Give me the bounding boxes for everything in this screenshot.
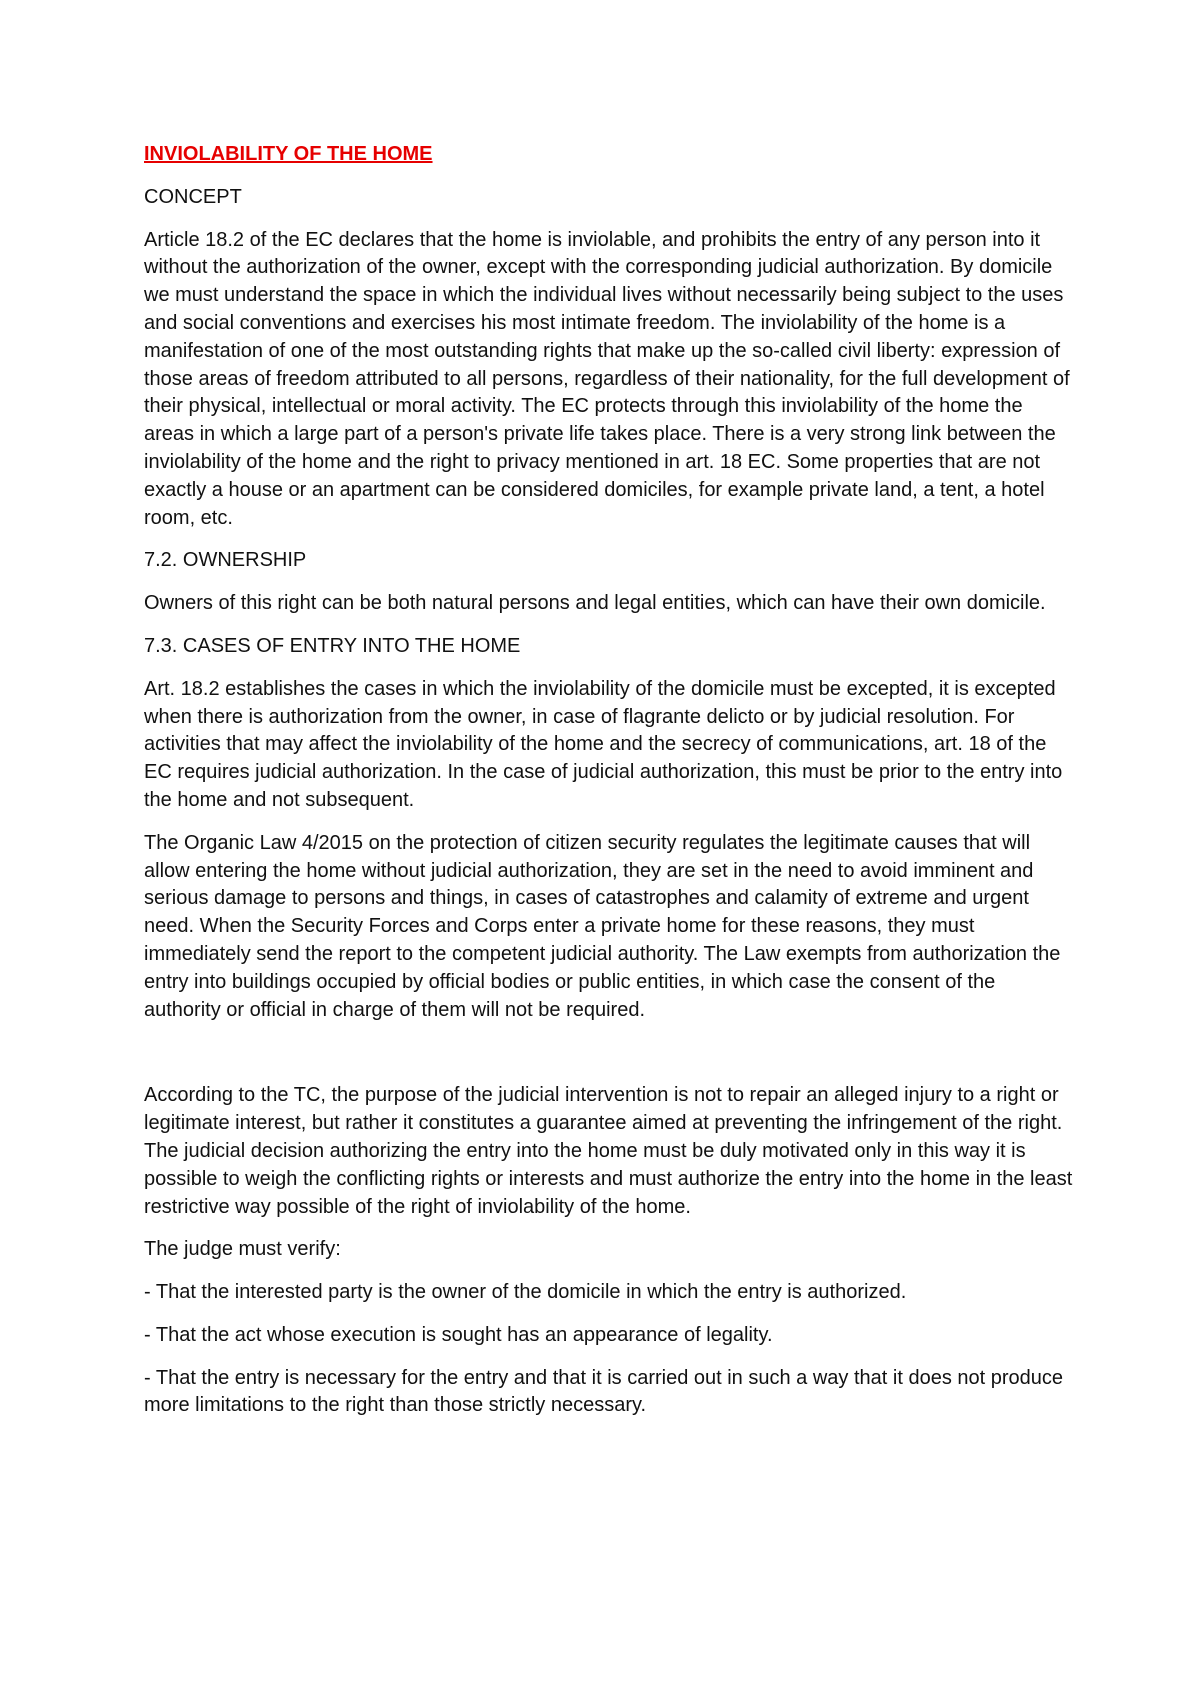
document-title: INVIOLABILITY OF THE HOME <box>144 143 433 165</box>
blank-line <box>144 1039 1074 1082</box>
concept-heading: CONCEPT <box>144 185 242 208</box>
cases-heading: 7.3. CASES OF ENTRY INTO THE HOME <box>144 634 521 657</box>
ownership-paragraph: Owners of this right can be both natural persons and legal entities, which can have their own domicile. <box>144 592 1046 615</box>
judge-item: - That the entry is necessary for the entry and that it is carried out in such a way that it does not produce more limitations to the right than those strictly necessary. <box>144 1366 1064 1417</box>
cases-paragraph-2: The Organic Law 4/2015 on the protection of citizen security regulates the legitimate causes that will allow entering the home without judicial authorization, they are set in the need to avoid imminent and serious damage to persons and things, in cases of catastrophes and calamity of extreme and urgent need. When the Security Forces and Corps enter a private home for these reasons, they must immediately send the report to the competent judicial authority. The Law exempts from authorization the entry into buildings occupied by official bodies or public entities, in which case the consent of the authority or official in charge of them will not be required. <box>144 831 1061 1021</box>
judge-item: - That the interested party is the owner of the domicile in which the entry is authorized. <box>144 1281 907 1304</box>
ownership-heading: 7.2. OWNERSHIP <box>144 549 307 572</box>
document-body <box>144 141 1074 1435</box>
tc-paragraph: According to the TC, the purpose of the judicial intervention is not to repair an alleged injury to a right or legitimate interest, but rather it constitutes a guarantee aimed at preventing the infringement of the right. The judicial decision authorizing the entry into the home must be duly motivated only in this way it is possible to weigh the conflicting rights or interests and must authorize the entry into the home in the least restrictive way possible of the right of inviolability of the home. <box>144 1084 1073 1218</box>
judge-item: - That the act whose execution is sought has an appearance of legality. <box>144 1323 773 1346</box>
cases-paragraph-1: Art. 18.2 establishes the cases in which the inviolability of the domicile must be excepted, it is excepted when there is authorization from the owner, in case of flagrante delicto or by judicial resolution. For activities that may affect the inviolability of the home and the secrecy of communications, art. 18 of the EC requires judicial authorization. In the case of judicial authorization, this must be prior to the entry into the home and not subsequent. <box>144 677 1063 811</box>
concept-paragraph: Article 18.2 of the EC declares that the home is inviolable, and prohibits the entry of any person into it without the authorization of the owner, except with the corresponding judicial authorization. By domicile we must understand the space in which the individual lives without necessarily being subject to the uses and social conventions and exercises his most intimate freedom. The inviolability of the home is a manifestation of one of the most outstanding rights that make up the so-called civil liberty: expression of those areas of freedom attributed to all persons, regardless of their nationality, for the full development of their physical, intellectual or moral activity. The EC protects through this inviolability of the home the areas in which a large part of a person's private life takes place. There is a very strong link between the inviolability of the home and the right to privacy mentioned in art. 18 EC. Some properties that are not exactly a house or an apartment can be considered domiciles, for example private land, a tent, a hotel room, etc. <box>144 228 1070 529</box>
judge-intro: The judge must verify: <box>144 1238 341 1261</box>
